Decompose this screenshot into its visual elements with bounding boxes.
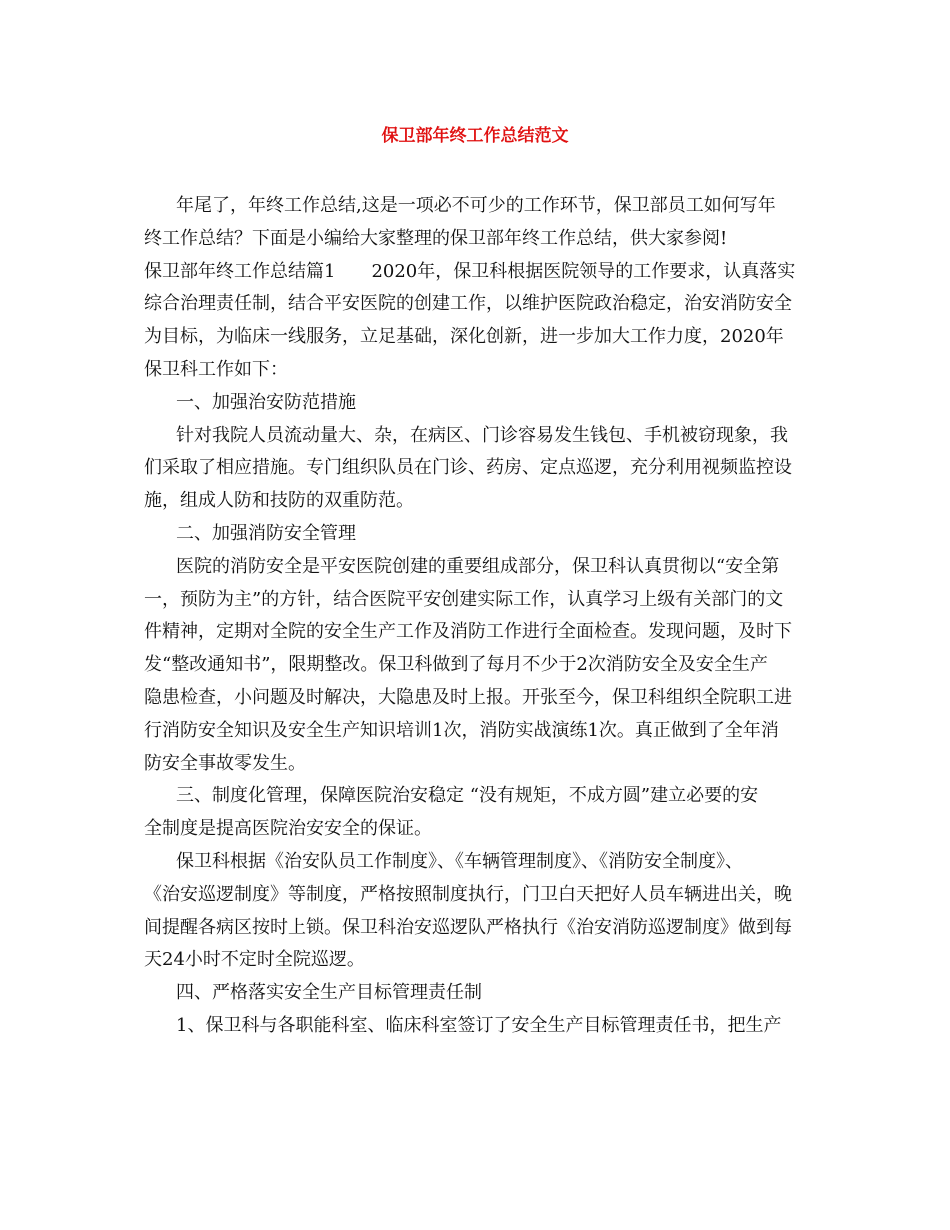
text-line	[144, 813, 814, 846]
document-body	[144, 190, 814, 1043]
text-line	[144, 944, 814, 977]
text-line-content: 们采取了相应措施。专门组织队员在门诊、药房、定点巡逻，充分利用视频监控设	[144, 457, 792, 479]
text-line	[144, 748, 814, 781]
text-line	[144, 780, 814, 813]
text-line-content: 件精神，定期对全院的安全生产工作及消防工作进行全面检查。发现问题，及时下	[144, 621, 792, 643]
text-line-content: 施，组成人防和技防的双重防范。	[144, 490, 414, 512]
text-line	[144, 190, 814, 223]
text-line-content: 为目标，为临床一线服务，立足基础，深化创新，进一步加大工作力度，2020年	[144, 326, 784, 348]
text-line-content: 四、严格落实安全生产目标管理责任制	[176, 982, 482, 1004]
text-line	[144, 1010, 814, 1043]
text-line	[144, 584, 814, 617]
text-line-content: 防安全事故零发生。	[144, 752, 306, 774]
text-line-content: 终工作总结？下面是小编给大家整理的保卫部年终工作总结，供大家参阅!	[144, 227, 728, 249]
text-line-content: 二、加强消防安全管理	[176, 522, 356, 544]
text-line	[144, 551, 814, 584]
text-line-content: 全制度是提高医院治安安全的保证。	[144, 818, 432, 840]
text-line	[144, 321, 814, 354]
text-line-content: 三、制度化管理，保障医院治安稳定 “没有规矩，不成方圆”建立必要的安	[176, 785, 759, 807]
text-line-continuation: 2020年，保卫科根据医院领导的工作要求，认真落实	[371, 260, 796, 282]
text-line-content: 天24小时不定时全院巡逻。	[144, 949, 365, 971]
text-line	[144, 846, 814, 879]
text-line-content: 针对我院人员流动量大、杂，在病区、门诊容易发生钱包、手机被窃现象，我	[176, 424, 788, 446]
text-line	[144, 715, 814, 748]
text-line-content: 保卫科根据《治安队员工作制度》、《车辆管理制度》、《消防安全制度》、	[176, 850, 743, 872]
text-line	[144, 387, 814, 420]
text-line-content: 年尾了，年终工作总结,这是一项必不可少的工作环节，保卫部员工如何写年	[176, 195, 776, 216]
text-line	[144, 452, 814, 485]
text-line-content: 保卫部年终工作总结篇1	[144, 260, 336, 282]
text-line	[144, 616, 814, 649]
document-title: 保卫部年终工作总结范文	[381, 126, 569, 146]
text-line	[144, 879, 814, 912]
text-line	[144, 649, 814, 682]
text-line	[144, 288, 814, 321]
text-line-content: 一，预防为主”的方针，结合医院平安创建实际工作，认真学习上级有关部门的文	[144, 588, 784, 610]
text-line-content: 一、加强治安防范措施	[176, 391, 356, 413]
text-line-content: 1、保卫科与各职能科室、临床科室签订了安全生产目标管理责任书，把生产	[176, 1014, 782, 1036]
text-line-content: 发“整改通知书”，限期整改。保卫科做到了每月不少于2次消防安全及安全生产	[144, 654, 768, 676]
text-line-content: 医院的消防安全是平安医院创建的重要组成部分，保卫科认真贯彻以“安全第	[176, 555, 780, 577]
text-line	[144, 912, 814, 945]
text-line	[144, 223, 814, 256]
text-line	[144, 256, 814, 289]
text-line-content: 隐患检查，小问题及时解决，大隐患及时上报。开张至今，保卫科组织全院职工进	[144, 686, 792, 708]
text-line	[144, 682, 814, 715]
text-line-content: 行消防安全知识及安全生产知识培训1次，消防实战演练1次。真正做到了全年消	[144, 719, 779, 741]
text-line-content: 保卫科工作如下：	[144, 358, 288, 380]
text-line	[144, 977, 814, 1010]
text-line	[144, 420, 814, 453]
text-line	[144, 354, 814, 387]
text-line-content: 《治安巡逻制度》等制度，严格按照制度执行，门卫白天把好人员车辆进出关，晚	[144, 883, 792, 905]
text-line-content: 间提醒各病区按时上锁。保卫科治安巡逻队严格执行《治安消防巡逻制度》做到每	[144, 916, 792, 938]
text-line-content: 综合治理责任制，结合平安医院的创建工作，以维护医院政治稳定，治安消防安全	[144, 293, 792, 315]
text-line	[144, 518, 814, 551]
text-line	[144, 485, 814, 518]
